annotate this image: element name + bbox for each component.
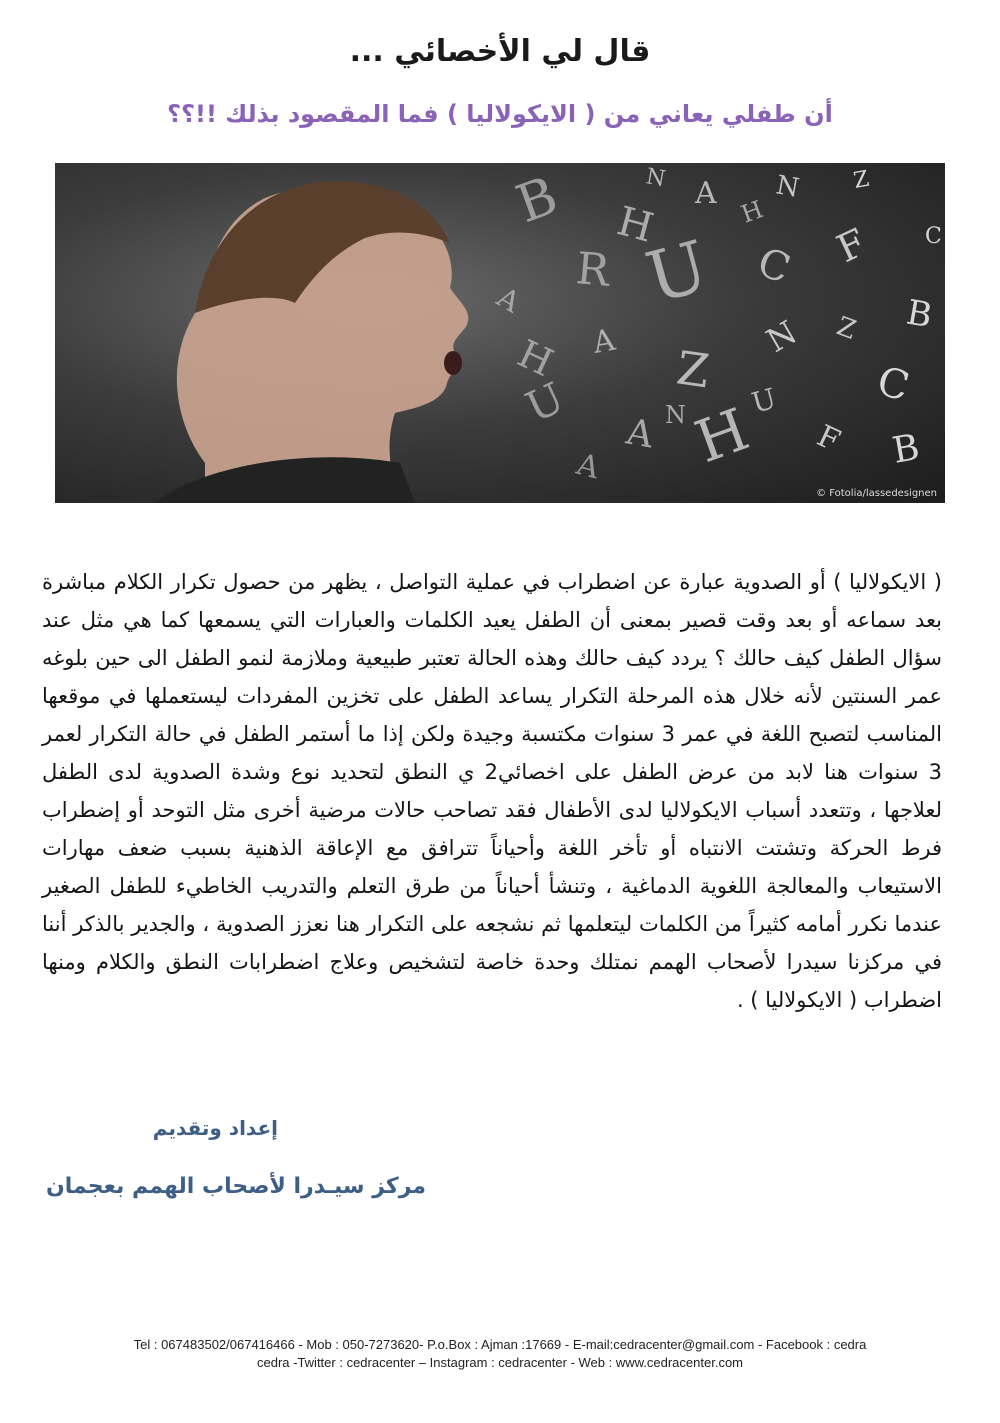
- floating-letter: R: [574, 243, 612, 297]
- floating-letter: A: [572, 446, 603, 487]
- center-name: مركز سيـدرا لأصحاب الهمم بعجمان: [46, 1174, 426, 1199]
- floating-letter: H: [511, 331, 560, 386]
- floating-letter: H: [612, 198, 659, 252]
- floating-letter: U: [748, 381, 780, 420]
- floating-letters: [491, 164, 942, 486]
- floating-letter: Z: [673, 340, 713, 399]
- child-shirt: [155, 457, 415, 503]
- floating-letter: N: [773, 170, 802, 204]
- floating-letter: U: [518, 372, 572, 433]
- floating-letter: A: [623, 411, 657, 457]
- floating-letter: Z: [832, 311, 860, 346]
- contact-footer: [40, 1336, 960, 1372]
- floating-letter: A: [695, 176, 717, 211]
- floating-letter: A: [491, 280, 526, 320]
- floating-letter: B: [889, 426, 923, 472]
- footer-line-1: Tel : 067483502/067416466 - Mob : 050-7273620- P.o.Box : Ajman :17669 - E-mail:cedracenter@gmail.com - Facebook : cedra: [133, 1337, 867, 1352]
- floating-letter: N: [643, 164, 668, 193]
- floating-letter: B: [903, 292, 936, 337]
- floating-letter: H: [737, 195, 767, 229]
- page-subtitle: أن طفلي يعاني من ( الايكولاليا ) فما المقصود بذلك !!؟؟: [167, 100, 833, 128]
- article-body: ( الايكولاليا ) أو الصدوية عبارة عن اضطراب في عملية التواصل ، يظهر من حصول تكرار الكلام مباشرة بعد سماعه أو بعد وقت قصير بمعنى أن الطفل يعيد الكلمات والعبارات التي يسمعها كما هي مثل عند سؤال الطفل كيف حالك ؟ يردد كيف حالك وهذه الحالة تعتبر طبيعية وملازمة لنمو الطفل الى حين بلوغه عمر السنتين لأنه خلال هذه المرحلة التكرار يساعد الطفل على تخزين المفردات ليستعملها في موقعها المناسب لتصبح اللغة في عمر 3 سنوات مكتسبة وجيدة ولكن إذا ما أستمر الطفل في حالة التكرار لعمر 3 سنوات هنا لابد من عرض الطفل على اخصائي2 ي النطق لتحديد نوع وشدة الصدوية لدى الطفل لعلاجها ، وتتعدد أسباب الايكولاليا لدى الأطفال فقد تصاحب حالات مرضية أخرى مثل التوحد أو إضطراب فرط الحركة وتشتت الانتباه أو تأخر اللغة وأحياناً تترافق مع الإعاقة الذهنية بسبب ضعف مهارات الاستيعاب والمعالجة اللغوية الدماغية ، وتنشأ أحياناً من طرق التعلم والتدريب الخاطيء للطفل الصغير عندما نكرر أمامه كثيراً من الكلمات ليتعلمها ثم نشجعه على التكرار هنا نعزز الصدوية ، والجدير بالذكر أننا في مركزنا سيدرا لأصحاب الهمم نمتلك وحدة خاصة لتشخيص وعلاج اضطرابات النطق والكلام ومنها اضطراب ( الايكولاليا ) .: [42, 570, 942, 1012]
- floating-letter: Z: [851, 166, 872, 194]
- image-credit: © Fotolia/lassedesignen: [816, 488, 937, 499]
- floating-letter: C: [872, 358, 914, 411]
- floating-letter: N: [760, 313, 804, 360]
- hero-image: [55, 163, 945, 503]
- floating-letter: H: [686, 394, 758, 477]
- floating-letter: A: [590, 322, 618, 361]
- floating-letter: F: [811, 418, 846, 460]
- floating-letter: C: [751, 239, 797, 293]
- floating-letter: U: [638, 224, 717, 320]
- footer-line-2: cedra -Twitter : cedracenter – Instagram : cedracenter - Web : www.cedracenter.com: [256, 1355, 743, 1370]
- floating-letter: C: [925, 224, 942, 249]
- floating-letter: B: [508, 165, 566, 236]
- floating-letter: F: [830, 220, 873, 272]
- child-mouth: [444, 351, 462, 375]
- page-title: قال لي الأخصائي ...: [349, 34, 651, 69]
- prepared-by-label: إعداد وتقديم: [152, 1116, 278, 1140]
- hero-illustration: [55, 163, 945, 503]
- floating-letter: N: [665, 401, 686, 429]
